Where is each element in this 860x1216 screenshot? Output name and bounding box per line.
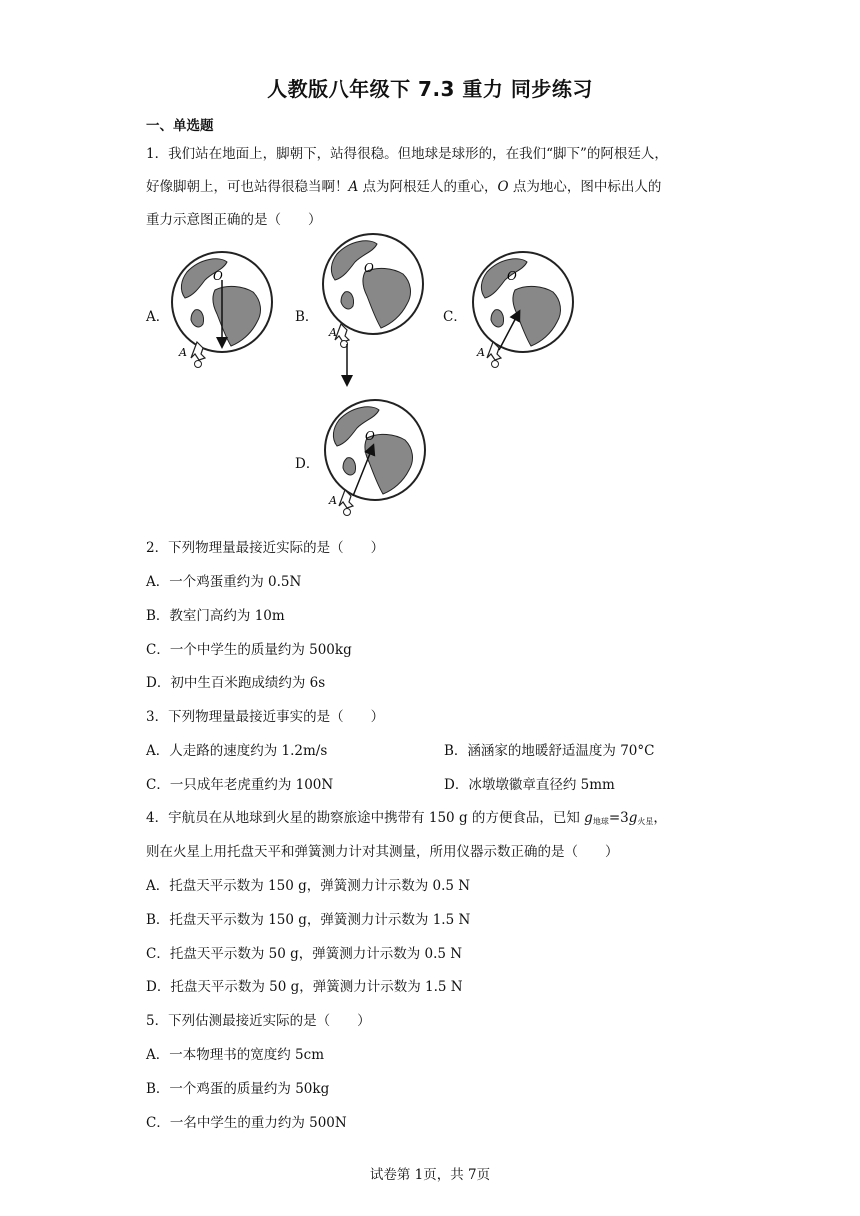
q5-option-a[interactable]: A．一本物理书的宽度约 5cm xyxy=(146,1047,324,1063)
q1-figure-c xyxy=(463,250,578,375)
q3-stem: 3．下列物理量最接近事实的是（ ） xyxy=(146,709,385,725)
svg-text:O: O xyxy=(364,261,374,275)
q3-option-b[interactable]: B．涵涵家的地暖舒适温度为 70°C xyxy=(444,743,655,759)
svg-text:A: A xyxy=(329,326,337,339)
q1-option-b-label[interactable]: B． xyxy=(295,309,319,325)
q1-option-d-label[interactable]: D． xyxy=(295,456,320,472)
page-title: 人教版八年级下 7.3 重力 同步练习 xyxy=(267,77,593,101)
q4-option-b[interactable]: B．托盘天平示数为 150 g，弹簧测力计示数为 1.5 N xyxy=(146,912,471,928)
svg-text:O: O xyxy=(365,429,375,443)
q2-option-b[interactable]: B．教室门高约为 10m xyxy=(146,608,285,624)
q4-option-d[interactable]: D．托盘天平示数为 50 g，弹簧测力计示数为 1.5 N xyxy=(146,979,463,995)
q1-stem-line1: 1．我们站在地面上，脚朝下，站得很稳。但地球是球形的，在我们“脚下”的阿根廷人， xyxy=(146,146,668,162)
cog-label-a: A xyxy=(179,346,187,359)
page-footer: 试卷第 1页，共 7页 xyxy=(369,1167,491,1183)
q1-option-c-label[interactable]: C． xyxy=(443,309,467,325)
q1-option-a-label[interactable]: A． xyxy=(146,309,170,325)
q5-stem: 5．下列估测最接近实际的是（ ） xyxy=(146,1013,371,1029)
q1-figure-a xyxy=(165,250,280,375)
q5-option-c[interactable]: C．一名中学生的重力约为 500N xyxy=(146,1115,347,1131)
q1-figure-d xyxy=(315,398,430,523)
q1-stem-line3: 重力示意图正确的是（ ） xyxy=(146,212,322,228)
q2-stem: 2．下列物理量最接近实际的是（ ） xyxy=(146,540,385,556)
section-heading: 一、单选题 xyxy=(146,118,214,134)
q4-stem-line1: 4．宇航员在从地球到火星的勘察旅途中携带有 150 g 的方便食品，已知 $g_{地球}=3g_{火星}$， xyxy=(146,810,667,826)
svg-text:A: A xyxy=(329,494,337,507)
q1-stem-line2: 好像脚朝上，可也站得很稳当啊！A 点为阿根廷人的重心，O 点为地心，图中标出人的 xyxy=(146,179,662,195)
q4-stem-line2: 则在火星上用托盘天平和弹簧测力计对其测量，所用仪器示数正确的是（ ） xyxy=(146,844,619,860)
q3-option-c[interactable]: C．一只成年老虎重约为 100N xyxy=(146,777,334,793)
q1-figure-b xyxy=(315,232,430,392)
center-label-o: O xyxy=(213,269,223,283)
q3-option-d[interactable]: D．冰墩墩徽章直径约 5mm xyxy=(444,777,615,793)
svg-text:O: O xyxy=(507,269,517,283)
continent-shape xyxy=(191,310,204,327)
svg-text:A: A xyxy=(477,346,485,359)
q4-option-c[interactable]: C．托盘天平示数为 50 g，弹簧测力计示数为 0.5 N xyxy=(146,946,463,962)
q5-option-b[interactable]: B．一个鸡蛋的质量约为 50kg xyxy=(146,1081,330,1097)
q4-option-a[interactable]: A．托盘天平示数为 150 g，弹簧测力计示数为 0.5 N xyxy=(146,878,471,894)
q2-option-c[interactable]: C．一个中学生的质量约为 500kg xyxy=(146,642,352,658)
q2-option-d[interactable]: D．初中生百米跑成绩约为 6s xyxy=(146,675,326,691)
q3-option-a[interactable]: A．人走路的速度约为 1.2m/s xyxy=(146,743,328,759)
q2-option-a[interactable]: A．一个鸡蛋重约为 0.5N xyxy=(146,574,302,590)
